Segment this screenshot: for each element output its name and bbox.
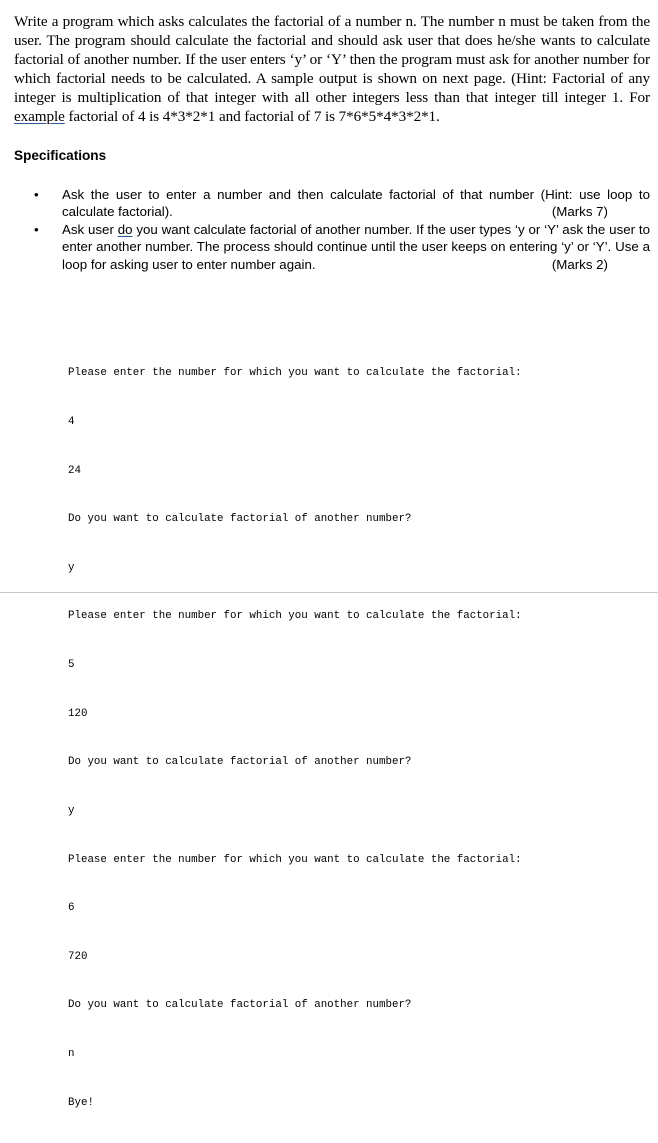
description-text: Write a program which asks calculates the factorial of a number n. The number n must be taken from the user. The program should calculate the factorial and should ask user that does he/she wants to calculate factorial of another number. If the user enters ‘y’ or ‘Y’ then the program must ask for another number for which factorial needs to be calculated. A sample output is shown on next page. (Hint: Factorial of any integer is multiplication of that integer with all other integers less than that integer till integer 1. For xyxy=(14,13,650,106)
description-text-end: factorial of 4 is 4*3*2*1 and factorial of 7 is 7*6*5*4*3*2*1. xyxy=(64,107,440,125)
specification-item xyxy=(0,186,658,221)
specification-item xyxy=(0,221,658,273)
console-line: Please enter the number for which you want to calculate the factorial: xyxy=(68,853,522,866)
spellcheck-word: do xyxy=(117,221,133,237)
console-line: Do you want to calculate factorial of another number? xyxy=(68,999,412,1012)
console-line: 4 xyxy=(68,416,75,429)
console-line: n xyxy=(68,1047,75,1060)
console-line: 6 xyxy=(68,902,75,915)
console-line: Please enter the number for which you want to calculate the factorial: xyxy=(68,610,522,623)
spellcheck-word: example xyxy=(14,107,65,125)
console-line: 720 xyxy=(68,950,88,963)
specification-text-start: Ask user xyxy=(62,221,118,237)
console-line: Bye! xyxy=(68,1096,94,1109)
specification-text: you want calculate factorial of another number. If the user types ‘y or ‘Y’ ask the user to enter another number. The process should continue until the user keeps on entering ‘y’ or ‘Y’. Use a loop for asking user to enter number again. xyxy=(62,221,650,272)
console-line: y xyxy=(68,804,75,817)
specification-text: Ask the user to enter a number and then calculate factorial of that number (Hint: use loop to calculate factorial). xyxy=(62,187,650,220)
specifications-list xyxy=(0,186,658,273)
console-line: 24 xyxy=(68,464,81,477)
console-line: 120 xyxy=(68,707,88,720)
specifications-heading: Specifications xyxy=(14,148,107,163)
page-bottom-divider xyxy=(0,592,658,593)
console-line: Do you want to calculate factorial of another number? xyxy=(68,756,412,769)
bullet-icon: • xyxy=(34,221,39,237)
console-line: y xyxy=(68,561,75,574)
sample-output-console xyxy=(68,333,522,1143)
console-line: Please enter the number for which you want to calculate the factorial: xyxy=(68,367,522,380)
console-line: Do you want to calculate factorial of another number? xyxy=(68,513,412,526)
marks-label: (Marks 2) xyxy=(551,256,608,272)
bullet-icon: • xyxy=(34,187,39,202)
marks-label: (Marks 7) xyxy=(551,204,608,220)
assignment-description xyxy=(14,13,650,126)
console-line: 5 xyxy=(68,659,75,672)
